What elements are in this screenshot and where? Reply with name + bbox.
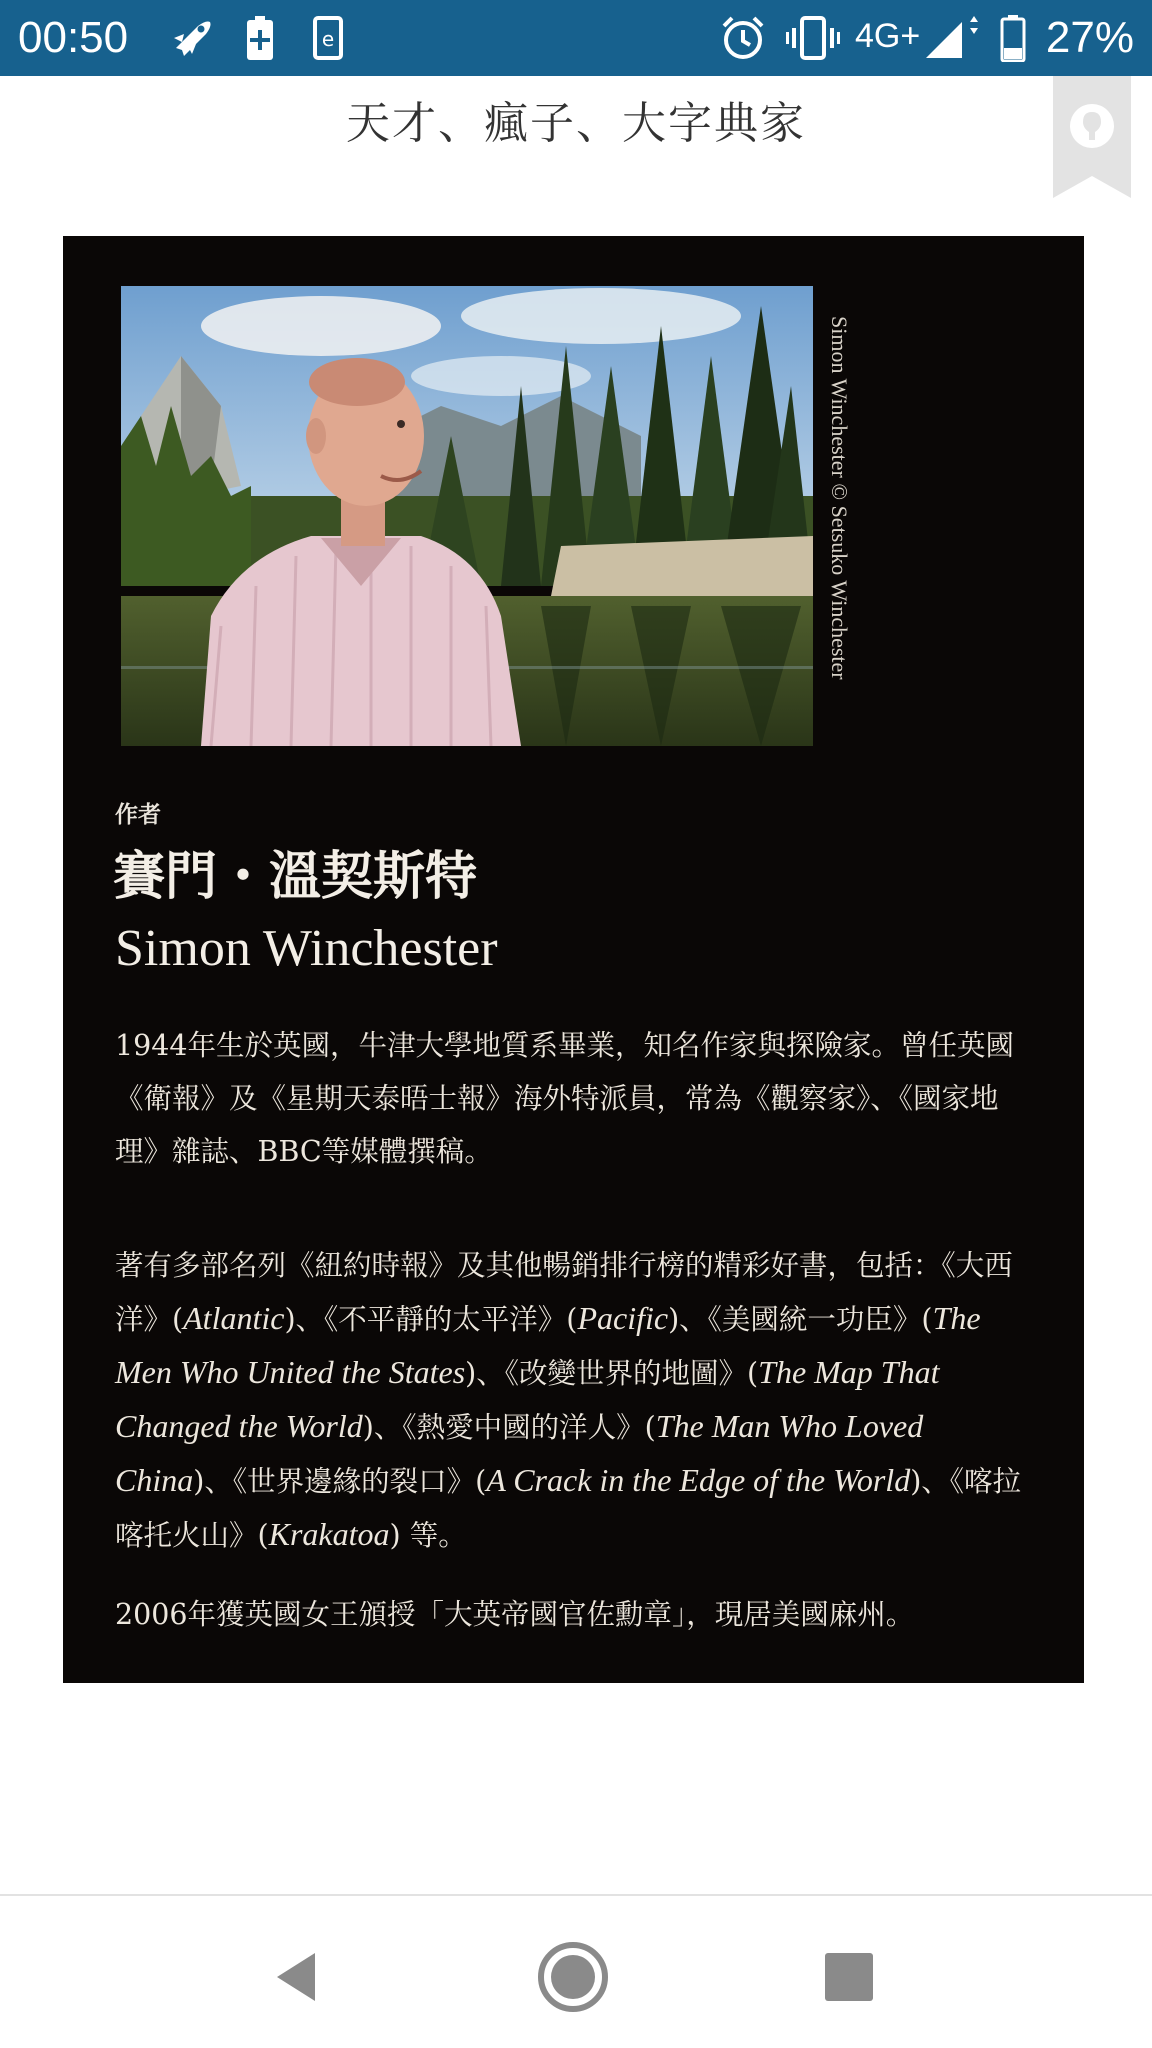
bio-2-text: )、《美國統一功臣》( xyxy=(668,1303,933,1336)
network-type: 4G+ xyxy=(855,17,921,55)
bio-2-text: )、《改變世界的地圖》( xyxy=(465,1357,759,1390)
back-button[interactable] xyxy=(252,1932,342,2022)
bookmark-icon[interactable] xyxy=(1053,76,1131,198)
bio-2-text: )、《不平靜的太平洋》( xyxy=(284,1303,578,1336)
svg-text:e: e xyxy=(321,27,335,51)
photo-credit: Simon Winchester © Setsuko Winchester xyxy=(827,316,852,680)
bio-2-title-en: A Crack in the Edge of the World xyxy=(486,1462,911,1498)
author-photo xyxy=(121,286,813,746)
recents-button[interactable] xyxy=(804,1932,894,2022)
bio-2-text: )、《熱愛中國的洋人》( xyxy=(362,1411,656,1444)
battery-icon xyxy=(1000,14,1026,62)
bio-2-title-en: Atlantic xyxy=(183,1300,285,1336)
bio-paragraph-2 xyxy=(115,1239,1035,1562)
author-photo-image xyxy=(121,286,813,746)
signal-icon xyxy=(922,14,980,62)
battery-saver-icon xyxy=(245,14,275,62)
bio-paragraph-3: 2006年獲英國女王頒授「大英帝國官佐勳章」，現居美國麻州。 xyxy=(115,1598,915,1631)
book-page xyxy=(63,236,1084,1683)
bio-2-title-en: The Men Who United the States xyxy=(115,1300,981,1390)
bio-2-text: ) 等。 xyxy=(389,1519,467,1552)
system-nav-bar xyxy=(0,1896,1152,2048)
clipboard-icon xyxy=(312,14,344,62)
author-label: 作者 xyxy=(115,802,161,828)
home-icon xyxy=(535,1939,611,2015)
vibrate-icon xyxy=(786,14,840,62)
rocket-icon xyxy=(168,14,216,62)
bio-2-title-en: Pacific xyxy=(577,1300,669,1336)
status-time: 00:50 xyxy=(18,13,129,62)
home-button[interactable] xyxy=(528,1932,618,2022)
bio-paragraph-1: 1944年生於英國，牛津大學地質系畢業，知名作家與探險家。曾任英國《衛報》及《星期天泰晤士報》海外特派員，常為《觀察家》、《國家地理》雜誌、BBC等媒體撰稿。 xyxy=(115,1029,1015,1168)
book-title: 天才、瘋子、大字典家 xyxy=(346,98,806,149)
status-bar xyxy=(0,0,1152,76)
recents-icon xyxy=(823,1951,875,2003)
bio-2-title-en: The Man Who Loved China xyxy=(115,1408,924,1498)
bio-2-text: )、《喀拉喀托火山》( xyxy=(115,1465,1022,1552)
back-icon xyxy=(267,1947,327,2007)
bio-2-text: 著有多部名列《紐約時報》及其他暢銷排行榜的精彩好書，包括：《大西洋》( xyxy=(115,1249,1013,1336)
author-name-chinese: 賽門・溫契斯特 xyxy=(113,846,478,907)
bio-2-title-en: The Map That Changed the World xyxy=(115,1354,940,1444)
author-name-english: Simon Winchester xyxy=(115,920,498,977)
bio-2-title-en: Krakatoa xyxy=(268,1516,390,1552)
bio-2-text: )、《世界邊緣的裂口》( xyxy=(193,1465,487,1498)
battery-percent: 27% xyxy=(1045,13,1134,62)
alarm-icon xyxy=(720,14,766,62)
